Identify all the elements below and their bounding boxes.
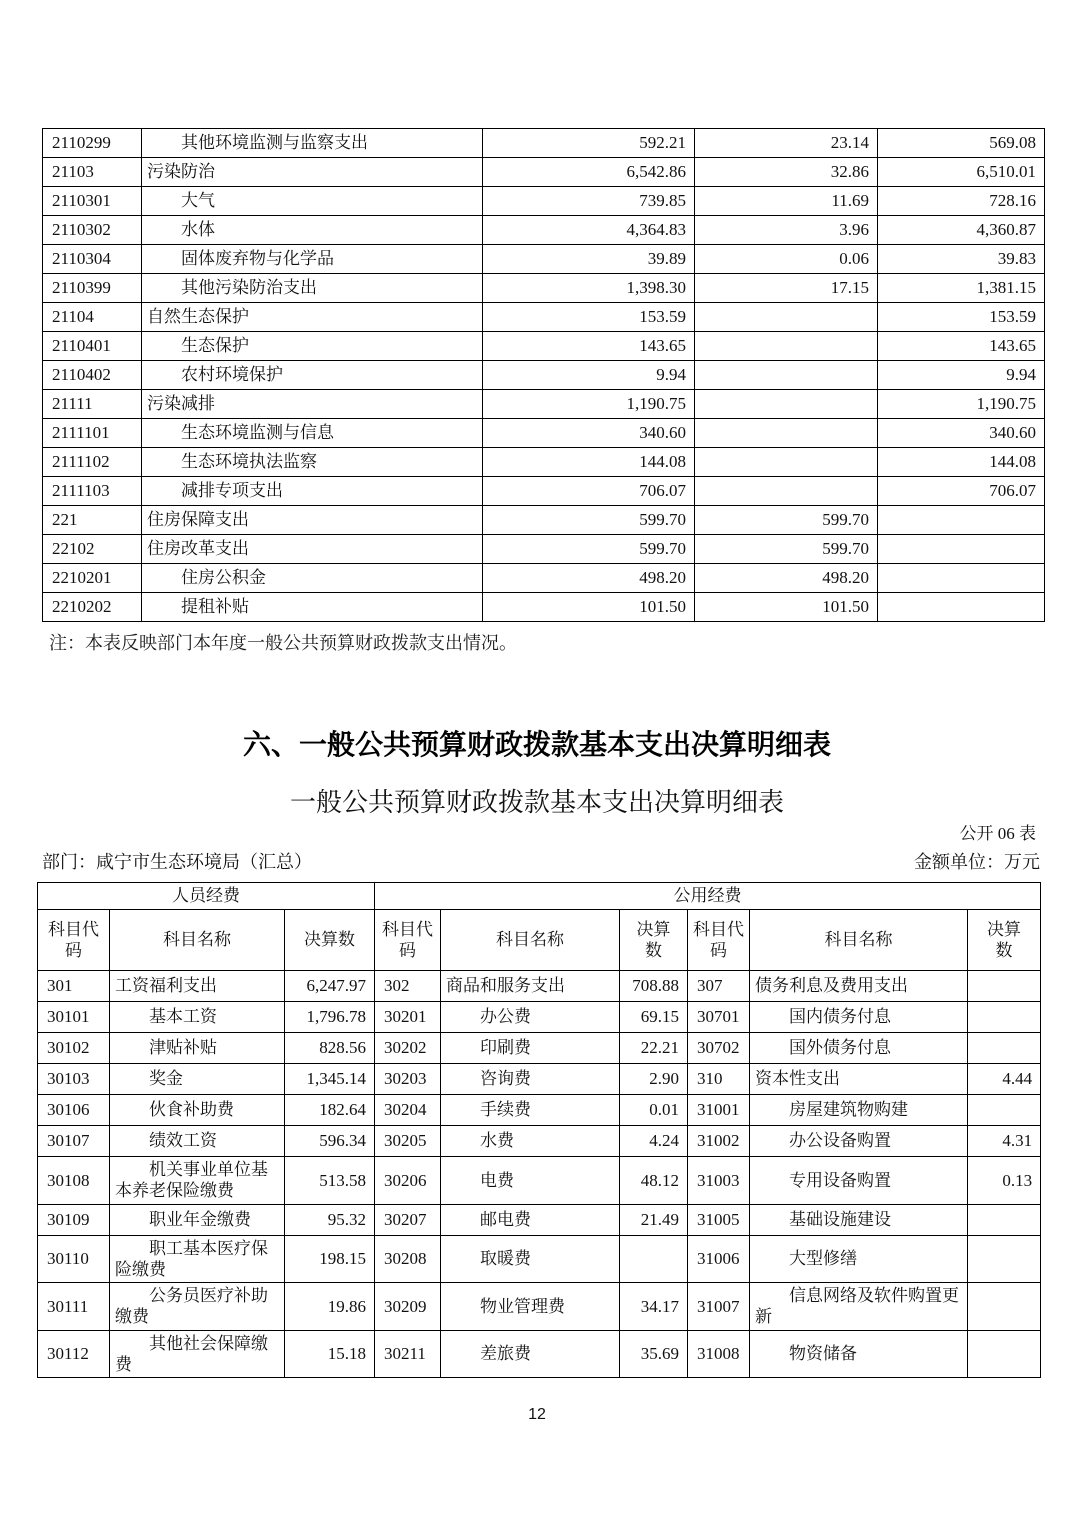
basic-value-cell	[695, 477, 878, 506]
code-header: 科目代码	[688, 910, 750, 971]
final-amount-cell	[968, 971, 1041, 1002]
value-header: 决算数	[620, 910, 688, 971]
value-header: 决算数	[285, 910, 375, 971]
subject-name-cell: 大气	[142, 187, 483, 216]
subject-name-cell: 污染防治	[142, 158, 483, 187]
subject-name-cell: 债务利息及费用支出	[750, 971, 968, 1002]
subject-name-cell: 住房保障支出	[142, 506, 483, 535]
detail-table-head	[38, 883, 1041, 971]
project-value-cell: 9.94	[878, 361, 1045, 390]
total-value-cell: 592.21	[483, 129, 695, 158]
code-header: 科目代码	[375, 910, 441, 971]
project-value-cell: 569.08	[878, 129, 1045, 158]
subject-code-cell: 2111101	[43, 419, 142, 448]
subject-name-cell: 奖金	[110, 1064, 285, 1095]
project-value-cell: 153.59	[878, 303, 1045, 332]
table-meta-row	[42, 848, 1040, 874]
subject-code-cell: 21103	[43, 158, 142, 187]
total-value-cell: 6,542.86	[483, 158, 695, 187]
total-value-cell: 39.89	[483, 245, 695, 274]
table-row	[43, 390, 1045, 419]
subject-code-cell: 21111	[43, 390, 142, 419]
subject-name-cell: 信息网络及软件购置更新	[750, 1283, 968, 1331]
subject-name-cell: 生态环境执法监察	[142, 448, 483, 477]
subject-name-cell: 生态环境监测与信息	[142, 419, 483, 448]
table-row	[43, 535, 1045, 564]
subject-code-cell: 30206	[375, 1157, 441, 1205]
total-value-cell: 143.65	[483, 332, 695, 361]
table-row	[38, 1204, 1041, 1235]
subject-name-cell: 办公设备购置	[750, 1126, 968, 1157]
department-label: 部门：咸宁市生态环境局（汇总）	[42, 852, 312, 872]
basic-value-cell: 101.50	[695, 593, 878, 622]
form-number-label: 公开 06 表	[959, 824, 1036, 843]
final-amount-cell	[620, 1235, 688, 1283]
subject-code-cell: 30110	[38, 1235, 110, 1283]
subject-code-cell: 2111102	[43, 448, 142, 477]
final-amount-cell: 198.15	[285, 1235, 375, 1283]
project-value-cell	[878, 564, 1045, 593]
final-amount-cell: 4.24	[620, 1126, 688, 1157]
subject-code-cell: 2210202	[43, 593, 142, 622]
final-amount-cell: 22.21	[620, 1033, 688, 1064]
final-amount-cell	[968, 1204, 1041, 1235]
table-row	[43, 332, 1045, 361]
name-header: 科目名称	[441, 910, 620, 971]
basic-value-cell: 17.15	[695, 274, 878, 303]
subject-code-cell: 30201	[375, 1002, 441, 1033]
subject-name-cell: 办公费	[441, 1002, 620, 1033]
final-amount-cell	[968, 1033, 1041, 1064]
final-amount-cell: 48.12	[620, 1157, 688, 1205]
subject-code-cell: 30102	[38, 1033, 110, 1064]
basic-value-cell	[695, 419, 878, 448]
final-amount-cell: 0.13	[968, 1157, 1041, 1205]
subject-name-cell: 水体	[142, 216, 483, 245]
subject-code-cell: 302	[375, 971, 441, 1002]
subject-name-cell: 资本性支出	[750, 1064, 968, 1095]
subject-name-cell: 邮电费	[441, 1204, 620, 1235]
subject-code-cell: 30103	[38, 1064, 110, 1095]
subject-name-cell: 大型修缮	[750, 1235, 968, 1283]
subject-code-cell: 31003	[688, 1157, 750, 1205]
name-header: 科目名称	[750, 910, 968, 971]
project-value-cell	[878, 535, 1045, 564]
subject-name-cell: 商品和服务支出	[441, 971, 620, 1002]
table-row	[38, 1064, 1041, 1095]
total-value-cell: 706.07	[483, 477, 695, 506]
expenditure-table-section	[42, 128, 1044, 655]
subject-code-cell: 30205	[375, 1126, 441, 1157]
total-value-cell: 153.59	[483, 303, 695, 332]
table-row	[38, 1002, 1041, 1033]
subject-name-cell: 取暖费	[441, 1235, 620, 1283]
subject-code-cell: 31005	[688, 1204, 750, 1235]
basic-value-cell: 3.96	[695, 216, 878, 245]
subject-name-cell: 印刷费	[441, 1033, 620, 1064]
final-amount-cell: 596.34	[285, 1126, 375, 1157]
subject-name-cell: 其他社会保障缴费	[110, 1330, 285, 1378]
page-number: 12	[528, 1406, 546, 1423]
total-value-cell: 498.20	[483, 564, 695, 593]
subject-code-cell: 31002	[688, 1126, 750, 1157]
basic-value-cell: 23.14	[695, 129, 878, 158]
table-row	[43, 419, 1045, 448]
table-row	[43, 448, 1045, 477]
value-header: 决算数	[968, 910, 1041, 971]
code-header: 科目代码	[38, 910, 110, 971]
final-amount-cell	[968, 1330, 1041, 1378]
table-row	[43, 187, 1045, 216]
project-value-cell: 144.08	[878, 448, 1045, 477]
total-value-cell: 599.70	[483, 535, 695, 564]
subject-code-cell: 30208	[375, 1235, 441, 1283]
subject-name-cell: 职工基本医疗保险缴费	[110, 1235, 285, 1283]
final-amount-cell: 1,796.78	[285, 1002, 375, 1033]
table-note: 注：本表反映部门本年度一般公共预算财政拨款支出情况。	[49, 633, 517, 653]
final-amount-cell: 4.31	[968, 1126, 1041, 1157]
total-value-cell: 340.60	[483, 419, 695, 448]
total-value-cell: 101.50	[483, 593, 695, 622]
subject-code-cell: 2110399	[43, 274, 142, 303]
project-value-cell: 1,190.75	[878, 390, 1045, 419]
detail-table-section	[37, 882, 1040, 1378]
final-amount-cell: 34.17	[620, 1283, 688, 1331]
subject-name-cell: 其他污染防治支出	[142, 274, 483, 303]
table-row	[43, 158, 1045, 187]
final-amount-cell: 182.64	[285, 1095, 375, 1126]
table-row	[43, 245, 1045, 274]
section-heading-block	[0, 723, 1074, 819]
subject-name-cell: 手续费	[441, 1095, 620, 1126]
subject-name-cell: 固体废弃物与化学品	[142, 245, 483, 274]
project-value-cell: 706.07	[878, 477, 1045, 506]
final-amount-cell: 1,345.14	[285, 1064, 375, 1095]
subject-name-cell: 房屋建筑物购建	[750, 1095, 968, 1126]
total-value-cell: 599.70	[483, 506, 695, 535]
basic-expenditure-detail-table	[37, 882, 1041, 1378]
subject-name-cell: 提租补贴	[142, 593, 483, 622]
subject-name-cell: 伙食补助费	[110, 1095, 285, 1126]
subject-name-cell: 住房公积金	[142, 564, 483, 593]
final-amount-cell: 828.56	[285, 1033, 375, 1064]
total-value-cell: 739.85	[483, 187, 695, 216]
subject-code-cell: 30203	[375, 1064, 441, 1095]
final-amount-cell: 4.44	[968, 1064, 1041, 1095]
total-value-cell: 144.08	[483, 448, 695, 477]
final-amount-cell: 0.01	[620, 1095, 688, 1126]
table-row	[43, 593, 1045, 622]
table-row	[43, 216, 1045, 245]
subject-name-cell: 国内债务付息	[750, 1002, 968, 1033]
subject-code-cell: 30106	[38, 1095, 110, 1126]
subject-code-cell: 30202	[375, 1033, 441, 1064]
subject-name-cell: 基本工资	[110, 1002, 285, 1033]
final-amount-cell: 6,247.97	[285, 971, 375, 1002]
basic-value-cell: 11.69	[695, 187, 878, 216]
subject-name-cell: 减排专项支出	[142, 477, 483, 506]
subject-code-cell: 30108	[38, 1157, 110, 1205]
total-value-cell: 4,364.83	[483, 216, 695, 245]
project-value-cell: 6,510.01	[878, 158, 1045, 187]
subject-name-cell: 其他环境监测与监察支出	[142, 129, 483, 158]
project-value-cell	[878, 506, 1045, 535]
project-value-cell: 728.16	[878, 187, 1045, 216]
table-row	[43, 129, 1045, 158]
table-row	[43, 506, 1045, 535]
subject-code-cell: 307	[688, 971, 750, 1002]
expenditure-table-body	[43, 129, 1045, 622]
table-title: 一般公共预算财政拨款基本支出决算明细表	[289, 788, 784, 817]
basic-value-cell	[695, 332, 878, 361]
basic-value-cell: 599.70	[695, 535, 878, 564]
subject-code-cell: 21104	[43, 303, 142, 332]
subject-name-cell: 物资储备	[750, 1330, 968, 1378]
subject-name-cell: 机关事业单位基本养老保险缴费	[110, 1157, 285, 1205]
group-header-row	[38, 883, 1041, 910]
subject-code-cell: 30111	[38, 1283, 110, 1331]
column-header-row	[38, 910, 1041, 971]
subject-name-cell: 咨询费	[441, 1064, 620, 1095]
name-header: 科目名称	[110, 910, 285, 971]
subject-code-cell: 221	[43, 506, 142, 535]
subject-code-cell: 30112	[38, 1330, 110, 1378]
basic-value-cell: 32.86	[695, 158, 878, 187]
subject-code-cell: 2110302	[43, 216, 142, 245]
subject-code-cell: 22102	[43, 535, 142, 564]
subject-name-cell: 水费	[441, 1126, 620, 1157]
subject-code-cell: 30209	[375, 1283, 441, 1331]
detail-table-body	[38, 971, 1041, 1378]
subject-name-cell: 基础设施建设	[750, 1204, 968, 1235]
subject-name-cell: 津贴补贴	[110, 1033, 285, 1064]
subject-name-cell: 职业年金缴费	[110, 1204, 285, 1235]
subject-name-cell: 自然生态保护	[142, 303, 483, 332]
subject-code-cell: 31008	[688, 1330, 750, 1378]
final-amount-cell: 95.32	[285, 1204, 375, 1235]
table-row	[38, 1157, 1041, 1205]
subject-code-cell: 2110304	[43, 245, 142, 274]
subject-name-cell: 差旅费	[441, 1330, 620, 1378]
unit-label: 金额单位：万元	[914, 852, 1040, 872]
subject-code-cell: 2110299	[43, 129, 142, 158]
final-amount-cell: 19.86	[285, 1283, 375, 1331]
subject-code-cell: 30211	[375, 1330, 441, 1378]
basic-value-cell: 498.20	[695, 564, 878, 593]
subject-code-cell: 30207	[375, 1204, 441, 1235]
subject-name-cell: 工资福利支出	[110, 971, 285, 1002]
table-row	[38, 1235, 1041, 1283]
table-row	[38, 1330, 1041, 1378]
table-row	[43, 274, 1045, 303]
project-value-cell: 39.83	[878, 245, 1045, 274]
basic-value-cell	[695, 303, 878, 332]
subject-code-cell: 31007	[688, 1283, 750, 1331]
subject-name-cell: 农村环境保护	[142, 361, 483, 390]
subject-code-cell: 30101	[38, 1002, 110, 1033]
subject-name-cell: 物业管理费	[441, 1283, 620, 1331]
basic-value-cell: 599.70	[695, 506, 878, 535]
section-heading: 六、一般公共预算财政拨款基本支出决算明细表	[242, 729, 831, 760]
subject-name-cell: 专用设备购置	[750, 1157, 968, 1205]
basic-value-cell	[695, 448, 878, 477]
table-row	[43, 564, 1045, 593]
final-amount-cell: 2.90	[620, 1064, 688, 1095]
table-row	[38, 1283, 1041, 1331]
subject-code-cell: 30109	[38, 1204, 110, 1235]
final-amount-cell: 708.88	[620, 971, 688, 1002]
final-amount-cell: 15.18	[285, 1330, 375, 1378]
subject-code-cell: 2111103	[43, 477, 142, 506]
total-value-cell: 9.94	[483, 361, 695, 390]
subject-name-cell: 公务员医疗补助缴费	[110, 1283, 285, 1331]
basic-value-cell	[695, 361, 878, 390]
personnel-funds-header: 人员经费	[38, 883, 375, 910]
final-amount-cell: 513.58	[285, 1157, 375, 1205]
subject-name-cell: 住房改革支出	[142, 535, 483, 564]
expenditure-continuation-table	[42, 128, 1045, 622]
subject-code-cell: 2110402	[43, 361, 142, 390]
subject-name-cell: 国外债务付息	[750, 1033, 968, 1064]
final-amount-cell: 21.49	[620, 1204, 688, 1235]
subject-code-cell: 31001	[688, 1095, 750, 1126]
final-amount-cell	[968, 1002, 1041, 1033]
table-row	[43, 477, 1045, 506]
subject-name-cell: 生态保护	[142, 332, 483, 361]
final-amount-cell	[968, 1095, 1041, 1126]
subject-code-cell: 30701	[688, 1002, 750, 1033]
final-amount-cell: 69.15	[620, 1002, 688, 1033]
subject-code-cell: 310	[688, 1064, 750, 1095]
subject-code-cell: 301	[38, 971, 110, 1002]
basic-value-cell: 0.06	[695, 245, 878, 274]
table-row	[38, 971, 1041, 1002]
total-value-cell: 1,190.75	[483, 390, 695, 419]
subject-name-cell: 绩效工资	[110, 1126, 285, 1157]
total-value-cell: 1,398.30	[483, 274, 695, 303]
subject-code-cell: 31006	[688, 1235, 750, 1283]
public-funds-header: 公用经费	[375, 883, 1041, 910]
final-amount-cell: 35.69	[620, 1330, 688, 1378]
subject-code-cell: 2110301	[43, 187, 142, 216]
table-row	[43, 303, 1045, 332]
subject-name-cell: 电费	[441, 1157, 620, 1205]
project-value-cell	[878, 593, 1045, 622]
subject-code-cell: 30702	[688, 1033, 750, 1064]
subject-code-cell: 30204	[375, 1095, 441, 1126]
subject-code-cell: 2110401	[43, 332, 142, 361]
table-row	[38, 1095, 1041, 1126]
project-value-cell: 4,360.87	[878, 216, 1045, 245]
final-amount-cell	[968, 1235, 1041, 1283]
project-value-cell: 1,381.15	[878, 274, 1045, 303]
table-row	[38, 1126, 1041, 1157]
subject-code-cell: 30107	[38, 1126, 110, 1157]
project-value-cell: 143.65	[878, 332, 1045, 361]
subject-name-cell: 污染减排	[142, 390, 483, 419]
basic-value-cell	[695, 390, 878, 419]
table-row	[38, 1033, 1041, 1064]
subject-code-cell: 2210201	[43, 564, 142, 593]
final-amount-cell	[968, 1283, 1041, 1331]
table-row	[43, 361, 1045, 390]
project-value-cell: 340.60	[878, 419, 1045, 448]
